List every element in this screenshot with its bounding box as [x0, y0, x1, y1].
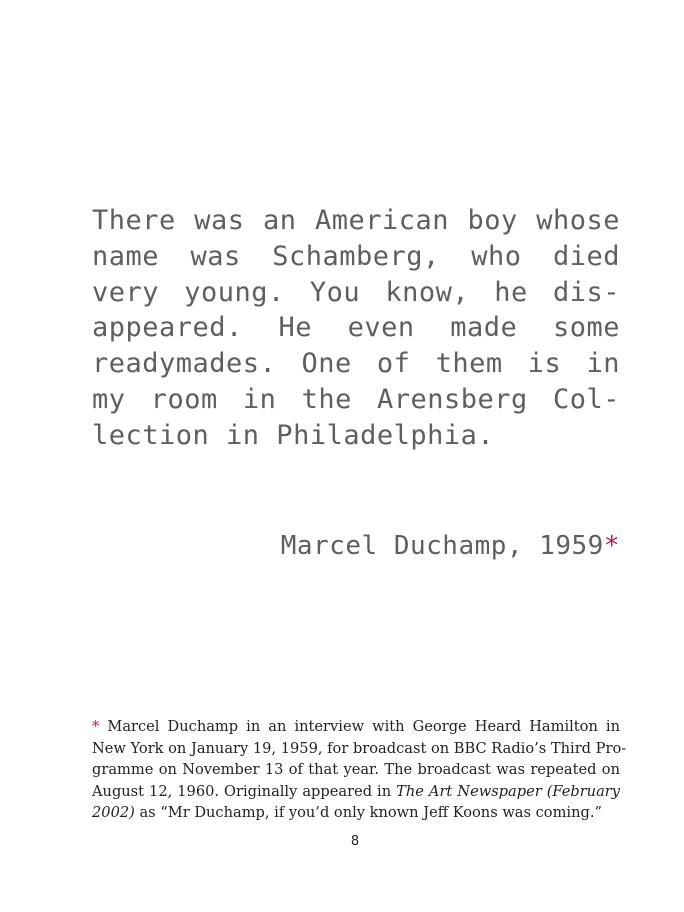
publication-title-part-2: 2002) — [92, 804, 135, 821]
quote-line-6: my room in the Arensberg Col- — [92, 383, 620, 415]
footnote-line-4 — [92, 781, 620, 803]
footnote-line-3: gramme on November 13 of that year. The broadcast was repeated on — [92, 761, 620, 778]
quote-line-7: lection in Philadelphia. — [92, 419, 495, 451]
footnote — [92, 716, 627, 824]
footnote-line-1 — [92, 716, 620, 738]
page-number: 8 — [350, 834, 360, 849]
quote-line-2: name was Schamberg, who died — [92, 240, 620, 272]
footnote-line-1-text: Marcel Duchamp in an interview with George Heard Hamilton in — [107, 718, 620, 735]
quote-line-1: There was an American boy whose — [92, 205, 620, 236]
publication-title-part-1: The Art Newspaper (February — [396, 782, 620, 800]
quote-attribution — [281, 528, 620, 564]
footnote-line-5-text: as “Mr Duchamp, if you’d only known Jeff Koons was coming.” — [134, 804, 602, 821]
footnote-marker: * — [92, 718, 100, 735]
quote-line-3: very young. You know, he dis- — [92, 276, 620, 308]
quote-line-5: readymades. One of them is in — [92, 348, 620, 380]
footnote-line-4-text: August 12, 1960. Originally appeared in — [92, 782, 397, 800]
footnote-line-2: New York on January 19, 1959, for broadcast on BBC Radio’s Third Pro- — [92, 739, 627, 757]
quote-line-4: appeared. He even made some — [92, 312, 620, 344]
footnote-reference-marker: * — [603, 531, 620, 561]
epigraph-quote — [92, 203, 620, 454]
attribution-text: Marcel Duchamp, 1959 — [280, 531, 604, 561]
footnote-line-5 — [92, 802, 620, 824]
